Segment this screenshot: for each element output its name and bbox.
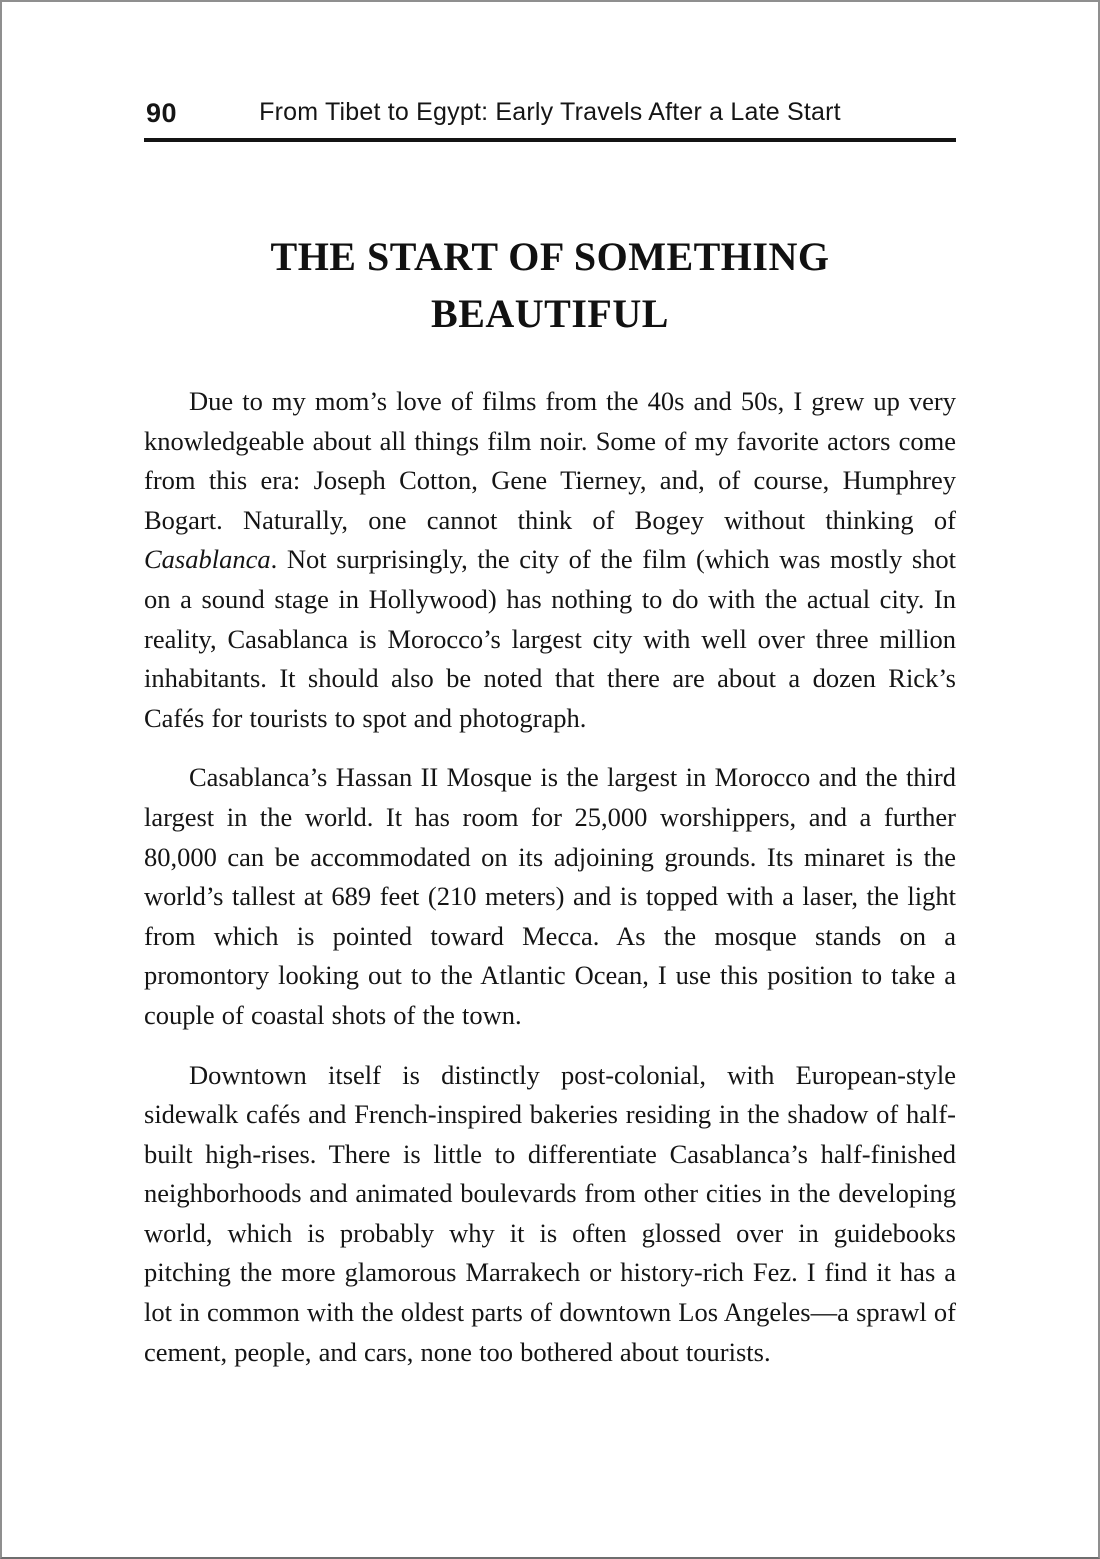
header-rule — [144, 138, 956, 142]
paragraph-1-text-continued: . Not surprisingly, the city of the film (which was mostly shot on a sound stage in Hollywood) has nothing to do with the actual city. In reality, Casablanca is Morocco’s largest city with well over three million inhabitants. It should also be noted that there are about a dozen Rick’s Cafés for tourists to spot and photograph. — [144, 544, 956, 733]
body-text — [144, 382, 956, 1372]
running-header — [144, 98, 956, 132]
running-title: From Tibet to Egypt: Early Travels After a Late Start — [259, 98, 841, 126]
page-number: 90 — [146, 98, 178, 128]
chapter-title — [144, 228, 956, 342]
chapter-title-line-2: BEAUTIFUL — [431, 291, 669, 336]
paragraph-3 — [144, 1056, 956, 1373]
paragraph-1 — [144, 382, 956, 738]
book-title-italic: Casablanca — [144, 544, 271, 575]
paragraph-2 — [144, 758, 956, 1035]
page-content — [144, 2, 956, 1372]
chapter-title-line-1: THE START OF SOMETHING — [270, 234, 830, 279]
paragraph-2-text: Casablanca’s Hassan II Mosque is the largest in Morocco and the third largest in the world. It has room for 25,000 worshippers, and a further 80,000 can be accommodated on its adjoining grounds. Its minaret is the world’s tallest at 689 feet (210 meters) and is topped with a laser, the light from which is pointed toward Mecca. As the mosque stands on a promontory looking out to the Atlantic Ocean, I use this position to take a couple of coastal shots of the town. — [144, 762, 956, 1030]
paragraph-3-text: Downtown itself is distinctly post-colonial, with European-style sidewalk cafés and French-inspired bakeries residing in the shadow of half-built high-rises. There is little to differentiate Casablanca’s half-finished neighborhoods and animated boulevards from other cities in the developing world, which is probably why it is often glossed over in guidebooks pitching the more glamorous Marrakech or history-rich Fez. I find it has a lot in common with the oldest parts of downtown Los Angeles—a sprawl of cement, people, and cars, none too bothered about tourists. — [144, 1059, 956, 1367]
paragraph-1-text: Due to my mom’s love of films from the 40s and 50s, I grew up very knowledgeable about all things film noir. Some of my favorite actors come from this era: Joseph Cotton, Gene Tierney, and, of course, Humphrey Bogart. Naturally, one cannot think of Bogey without thinking of — [144, 386, 956, 535]
